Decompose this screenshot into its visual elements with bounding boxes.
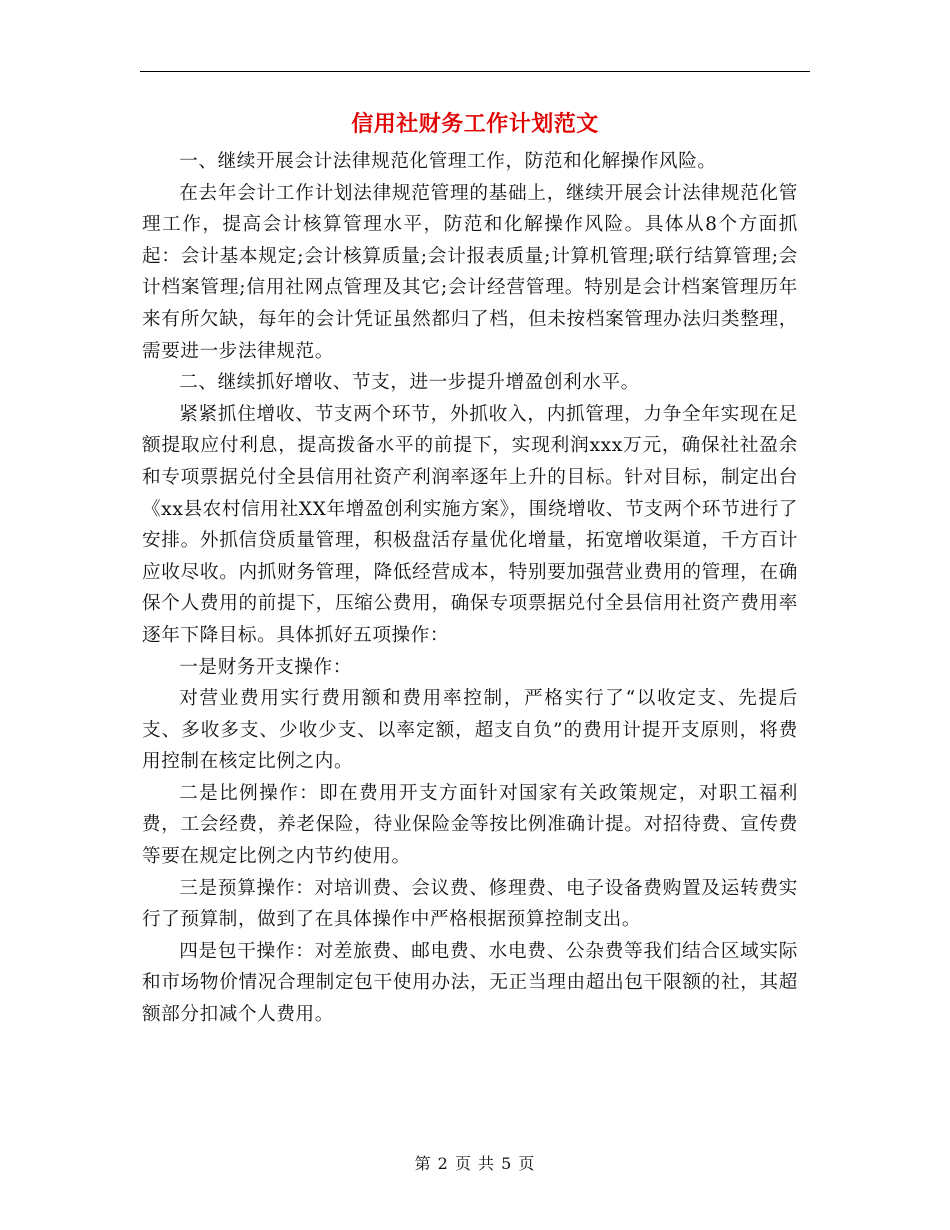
paragraph: 对营业费用实行费用额和费用率控制，严格实行了“以收定支、先提后支、多收多支、少收少支、以率定额，超支自负”的费用计提开支原则，将费用控制在核定比例之内。 bbox=[142, 688, 798, 773]
paragraph: 三是预算操作：对培训费、会议费、修理费、电子设备费购置及运转费实行了预算制，做到了在具体操作中严格根据预算控制支出。 bbox=[142, 877, 798, 931]
section-heading-1: 一、继续开展会计法律规范化管理工作，防范和化解操作风险。 bbox=[179, 151, 717, 172]
paragraph: 在去年会计工作计划法律规范管理的基础上，继续开展会计法律规范化管理工作，提高会计核算管理水平，防范和化解操作风险。具体从8个方面抓起：会计基本规定;会计核算质量;会计报表质量;计算机管理;联行结算管理;会计档案管理;信用社网点管理及其它;会计经营管理。特别是会计档案管理历年来有所欠缺，每年的会计凭证虽然都归了档，但未按档案管理办法归类整理，需要进一步法律规范。 bbox=[142, 182, 798, 362]
document-body bbox=[142, 146, 798, 1031]
paragraph: 紧紧抓住增收、节支两个环节，外抓收入，内抓管理，力争全年实现在足额提取应付利息，提高拨备水平的前提下，实现利润xxx万元，确保社社盈余和专项票据兑付全县信用社资产利润率逐年上升的目标。针对目标，制定出台《xx县农村信用社XX年增盈创利实施方案》，围绕增收、节支两个环节进行了安排。外抓信贷质量管理，积极盘活存量优化增量，拓宽增收渠道，千方百计应收尽收。内抓财务管理，降低经营成本，特别要加强营业费用的管理，在确保个人费用的前提下，压缩公费用，确保专项票据兑付全县信用社资产费用率逐年下降目标。具体抓好五项操作： bbox=[142, 403, 798, 646]
page-footer bbox=[0, 1152, 950, 1176]
header-rule bbox=[140, 71, 810, 72]
page-number-label: 第 2 页 共 5 页 bbox=[414, 1154, 536, 1173]
section-heading-2: 二、继续抓好增收、节支，进一步提升增盈创利水平。 bbox=[179, 372, 640, 394]
paragraph: 二是比例操作：即在费用开支方面针对国家有关政策规定，对职工福利费，工会经费，养老保险，待业保险金等按比例准确计提。对招待费、宣传费等要在规定比例之内节约使用。 bbox=[142, 782, 798, 868]
subheading-finance-spending: 一是财务开支操作： bbox=[179, 656, 352, 678]
document-title: 信用社财务工作计划范文 bbox=[351, 112, 599, 137]
paragraph: 四是包干操作：对差旅费、邮电费、水电费、公杂费等我们结合区域实际和市场物价情况合理制定包干使用办法，无正当理由超出包干限额的社，其超额部分扣减个人费用。 bbox=[142, 940, 798, 1026]
